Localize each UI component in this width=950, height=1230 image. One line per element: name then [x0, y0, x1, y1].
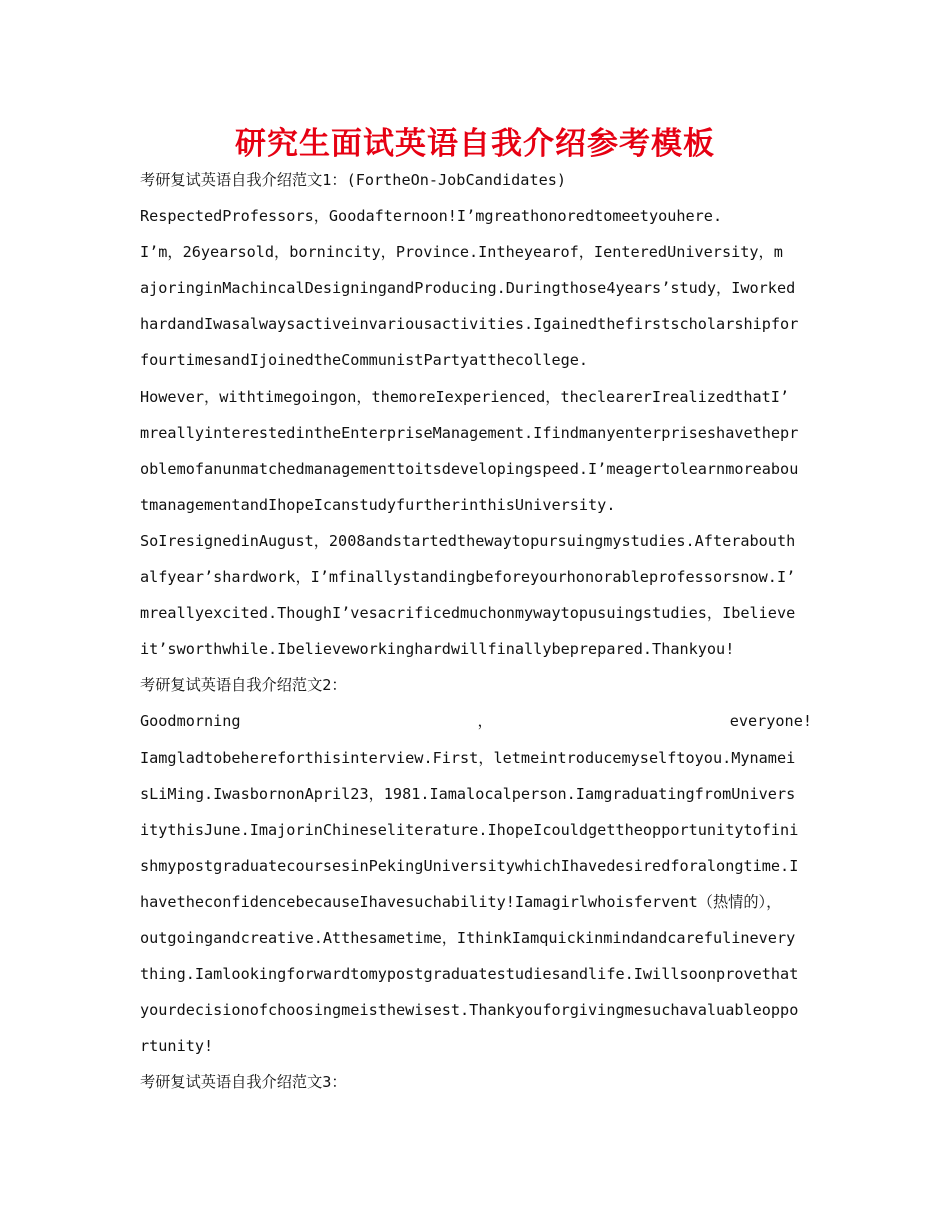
- body-line: However，withtimegoingon，themoreIexperienced，theclearerIrealizedthatI’: [140, 387, 790, 406]
- section-heading-1: 考研复试英语自我介绍范文1：(FortheOn-JobCandidates): [140, 171, 567, 189]
- body-line: yourdecisionofchoosingmeisthewisest.Thankyouforgivingmesuchavaluableoppo: [140, 1001, 799, 1020]
- body-line: sLiMing.IwasbornonApril23，1981.Iamalocalperson.IamgraduatingfromUnivers: [140, 784, 796, 803]
- body-line: itythisJune.ImajorinChineseliterature.IhopeIcouldgettheopportunitytofini: [140, 820, 799, 839]
- body-line: mreallyexcited.ThoughI’vesacrificedmuchonmywaytopusuingstudies，Ibelieve: [140, 604, 796, 623]
- body-line: I’m，26yearsold，bornincity，Province.Intheyearof，IenteredUniversity，m: [140, 243, 783, 262]
- body-line: rtunity!: [140, 1037, 214, 1056]
- body-line: ajoringinMachincalDesigningandProducing.Duringthose4years’study，Iworked: [140, 279, 796, 298]
- body-line: it’sworthwhile.Ibelieveworkinghardwillfinallybeprepared.Thankyou!: [140, 640, 735, 659]
- body-line: shmypostgraduatecoursesinPekingUniversitywhichIhavedesiredforalongtime.I: [140, 856, 799, 875]
- greeting-part: ，: [477, 712, 493, 731]
- body-line: SoIresignedinAugust，2008andstartedthewaytopursuingmystudies.Afterabouth: [140, 531, 796, 550]
- document-title: 研究生面试英语自我介绍参考模板: [235, 126, 715, 162]
- body-line: Iamgladtobehereforthisinterview.First，letmeintroducemyselftoyou.Mynamei: [140, 748, 796, 767]
- greeting-part: everyone!: [729, 712, 812, 731]
- body-line: outgoingandcreative.Atthesametime，IthinkIamquickinmindandcarefulinevery: [140, 928, 796, 947]
- body-line: thing.Iamlookingforwardtomypostgraduatestudiesandlife.Iwillsoonprovethat: [140, 965, 799, 984]
- body-line: oblemofanunmatchedmanagementtoitsdevelopingspeed.I’meagertolearnmoreabou: [140, 459, 799, 478]
- document-body: [140, 162, 812, 1100]
- body-line: alfyear’shardwork，I’mfinallystandingbeforeyourhonorableprofessorsnow.I’: [140, 568, 796, 587]
- greeting-line: [140, 703, 812, 739]
- body-line: mreallyinterestedintheEnterpriseManagement.Ifindmanyenterpriseshavethepr: [140, 423, 799, 442]
- body-line: havetheconfidencebecauseIhavesuchability!Iamagirlwhoisfervent（热情的），: [140, 892, 782, 911]
- body-line: hardandIwasalwaysactiveinvariousactivities.Igainedthefirstscholarshipfor: [140, 315, 799, 334]
- body-line: tmanagementandIhopeIcanstudyfurtherinthisUniversity.: [140, 495, 616, 514]
- greeting-part: Goodmorning: [140, 712, 241, 731]
- body-line: fourtimesandIjoinedtheCommunistPartyatthecollege.: [140, 351, 589, 370]
- section-heading-2: 考研复试英语自我介绍范文2：: [140, 676, 347, 695]
- body-line: RespectedProfessors，Goodafternoon!I’mgreathonoredtomeetyouhere.: [140, 207, 723, 226]
- section-heading-3: 考研复试英语自我介绍范文3：: [140, 1073, 347, 1092]
